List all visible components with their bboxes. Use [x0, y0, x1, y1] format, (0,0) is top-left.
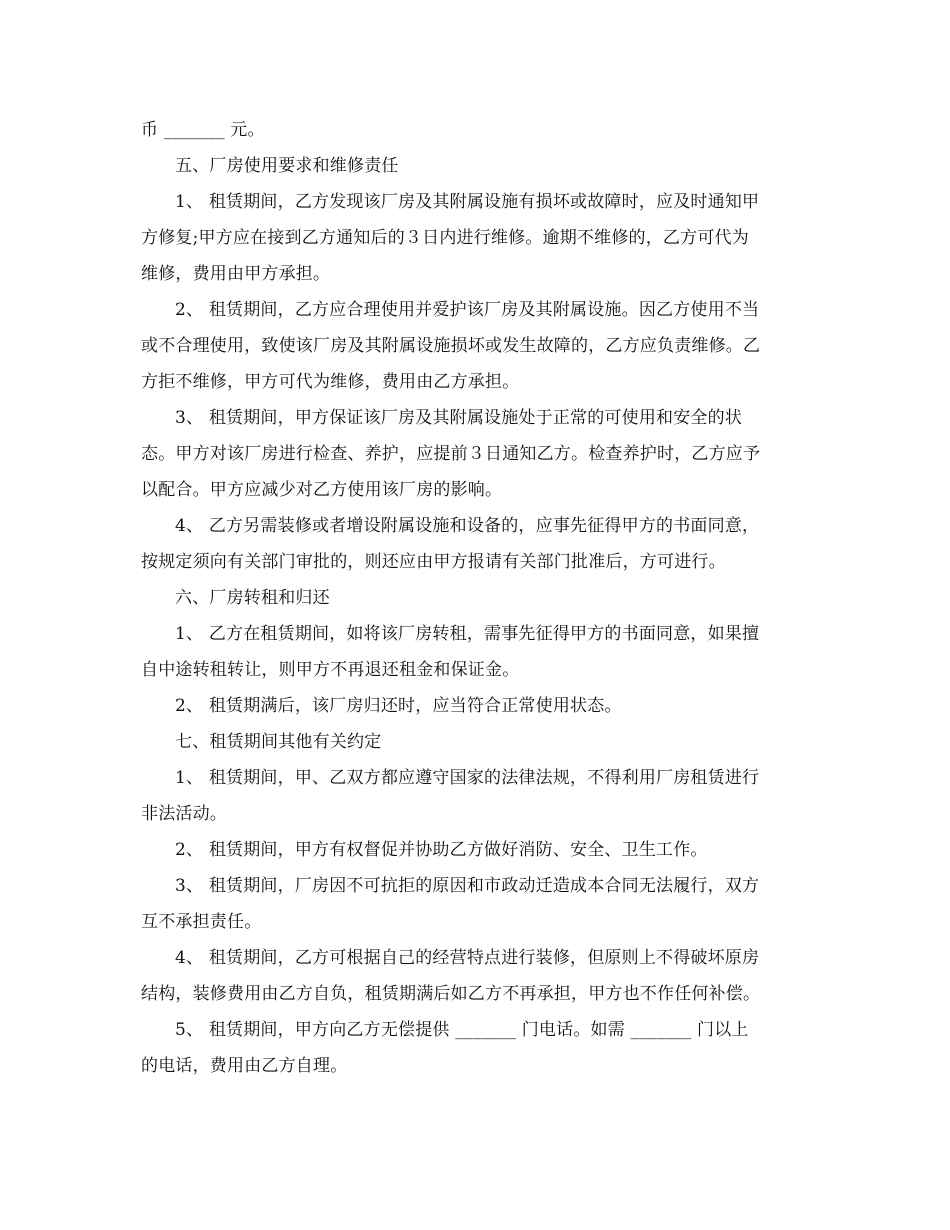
section-heading-5: 五、厂房使用要求和维修责任 [175, 156, 399, 176]
text-line: 1、 租赁期间，乙方发现该厂房及其附属设施有损坏或故障时，应及时通知甲 [175, 192, 760, 212]
text-line: 1、 乙方在租赁期间，如将该厂房转租，需事先征得甲方的书面同意，如果擅 [175, 624, 760, 644]
text-line: 互不承担责任。 [141, 912, 262, 932]
text-line: 或不合理使用，致使该厂房及其附属设施损坏或发生故障的，乙方应负责维修。乙 [141, 336, 761, 356]
text-line: 方修复;甲方应在接到乙方通知后的３日内进行维修。逾期不维修的，乙方可代为 [141, 228, 749, 248]
text-line: 维修，费用由甲方承担。 [141, 264, 331, 284]
text-line: 5、 租赁期间，甲方向乙方无偿提供 _______ 门电话。如需 _______ 门以上 [175, 1020, 749, 1040]
text-line: 3、 租赁期间，厂房因不可抗拒的原因和市政动迁造成本合同无法履行，双方 [175, 876, 760, 896]
text-line: 2、 租赁期间，甲方有权督促并协助乙方做好消防、安全、卫生工作。 [175, 840, 708, 860]
text-line: 4、 乙方另需装修或者增设附属设施和设备的，应事先征得甲方的书面同意， [175, 516, 760, 536]
text-line: 结构，装修费用由乙方自负，租赁期满后如乙方不再承担，甲方也不作任何补偿。 [141, 984, 761, 1004]
text-line: 以配合。甲方应减少对乙方使用该厂房的影响。 [141, 480, 503, 500]
text-line: 按规定须向有关部门审批的，则还应由甲方报请有关部门批准后，方可进行。 [141, 552, 726, 572]
text-line: 3、 租赁期间，甲方保证该厂房及其附属设施处于正常的可使用和安全的状 [175, 408, 743, 428]
text-line: 的电话，费用由乙方自理。 [141, 1056, 348, 1076]
section-heading-7: 七、租赁期间其他有关约定 [175, 732, 382, 752]
text-line: 2、 租赁期间，乙方应合理使用并爱护该厂房及其附属设施。因乙方使用不当 [175, 300, 760, 320]
text-line: 1、 租赁期间，甲、乙双方都应遵守国家的法律法规，不得利用厂房租赁进行 [175, 768, 760, 788]
text-line: 4、 租赁期间，乙方可根据自己的经营特点进行装修，但原则上不得破坏原房 [175, 948, 760, 968]
text-line: 自中途转租转让，则甲方不再退还租金和保证金。 [141, 660, 520, 680]
text-line: 方拒不维修，甲方可代为维修，费用由乙方承担。 [141, 372, 520, 392]
text-line: 币 _______ 元。 [141, 120, 265, 140]
section-heading-6: 六、厂房转租和归还 [175, 588, 330, 608]
document-page [141, 112, 813, 1084]
text-line: 2、 租赁期满后，该厂房归还时，应当符合正常使用状态。 [175, 696, 622, 716]
text-line: 态。甲方对该厂房进行检查、养护，应提前３日通知乙方。检查养护时，乙方应予 [141, 444, 761, 464]
text-line: 非法活动。 [141, 804, 227, 824]
